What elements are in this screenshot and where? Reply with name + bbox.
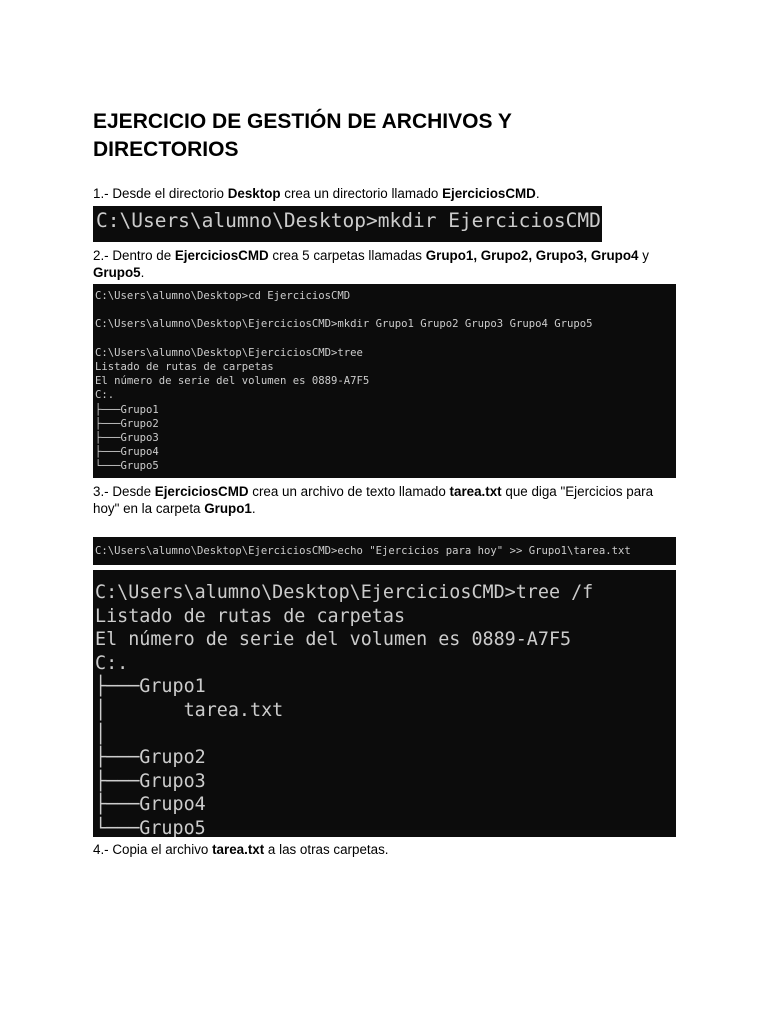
terminal-line: ├───Grupo2: [95, 417, 159, 430]
terminal-line: ├───Grupo1: [95, 676, 206, 698]
terminal-line: ├───Grupo3: [95, 431, 159, 444]
terminal-line: ├───Grupo2: [95, 747, 206, 769]
step-4-bold-file: tarea.txt: [212, 842, 265, 857]
step-4-instruction: [93, 841, 683, 858]
step-3-instruction: [93, 483, 683, 517]
step-3-bold-file: tarea.txt: [449, 484, 502, 499]
step-1-bold-folder: EjerciciosCMD: [442, 186, 536, 201]
step-3-text-d: .: [251, 501, 256, 516]
step-1-text-c: .: [535, 186, 540, 201]
step-1-instruction: [93, 185, 683, 202]
step-2-text-b: crea 5 carpetas llamadas: [268, 248, 426, 263]
step-2-bold-group5: Grupo5: [93, 265, 141, 280]
step-3-text-c: que diga "Ejercicios para hoy" en la carpeta: [93, 484, 654, 516]
terminal-line: └───Grupo5: [95, 460, 159, 473]
terminal-screenshot-tree: [93, 284, 676, 478]
step-1-text-a: 1.- Desde el directorio: [93, 186, 228, 201]
terminal-line: ├───Grupo4: [95, 446, 159, 459]
terminal-line: El número de serie del volumen es 0889-A7F5: [95, 629, 572, 651]
step-2-bold-groups: Grupo1, Grupo2, Grupo3, Grupo4: [425, 248, 639, 263]
terminal-line: C:\Users\alumno\Desktop\EjerciciosCMD>mkdir Grupo1 Grupo2 Grupo3 Grupo4 Grupo5: [95, 318, 593, 331]
terminal-line: El número de serie del volumen es 0889-A7F5: [95, 375, 370, 388]
terminal-screenshot-echo: [93, 537, 676, 565]
terminal-line: C:.: [95, 389, 115, 402]
terminal-line: ├───Grupo3: [95, 770, 206, 792]
terminal-line: Listado de rutas de carpetas: [95, 360, 274, 373]
step-3-text-b: crea un archivo de texto llamado: [248, 484, 450, 499]
step-3-bold-folder: EjerciciosCMD: [154, 484, 249, 499]
step-2-bold-folder: EjerciciosCMD: [174, 248, 269, 263]
terminal-line: C:.: [95, 652, 129, 674]
terminal-line: │ tarea.txt: [95, 699, 284, 721]
terminal-line: └───Grupo5: [95, 817, 206, 837]
step-3-text-a: 3.- Desde: [93, 484, 155, 499]
step-1-bold-desktop: Desktop: [227, 186, 281, 201]
step-2-instruction: [93, 247, 683, 281]
step-2-text-a: 2.- Dentro de: [93, 248, 175, 263]
terminal-line: C:\Users\alumno\Desktop\EjerciciosCMD>echo "Ejercicios para hoy" >> Grupo1\tarea.txt: [95, 545, 631, 557]
terminal-line: C:\Users\alumno\Desktop\EjerciciosCMD>tree: [95, 346, 363, 359]
step-4-text-b: a las otras carpetas.: [264, 842, 389, 857]
terminal-line: C:\Users\alumno\Desktop>cd EjerciciosCMD: [95, 290, 351, 302]
document-title: EJERCICIO DE GESTIÓN DE ARCHIVOS Y DIRECTORIOS: [93, 110, 512, 161]
terminal-line: │: [95, 723, 107, 745]
terminal-line: ├───Grupo4: [95, 794, 206, 816]
step-2-text-d: .: [140, 265, 145, 280]
terminal-line: ├───Grupo1: [95, 403, 159, 416]
terminal-line: [95, 332, 676, 346]
step-4-text-a: 4.- Copia el archivo: [93, 842, 213, 857]
step-3-bold-group1: Grupo1: [204, 501, 252, 516]
step-1-text-b: crea un directorio llamado: [280, 186, 443, 201]
terminal-line: Listado de rutas de carpetas: [95, 605, 406, 627]
terminal-line: [95, 303, 676, 317]
step-2-text-c: y: [638, 248, 649, 263]
terminal-line: C:\Users\alumno\Desktop\EjerciciosCMD>tree /f: [95, 582, 594, 603]
terminal-screenshot-mkdir: [93, 206, 602, 242]
terminal-line: C:\Users\alumno\Desktop>mkdir EjerciciosCMD: [96, 209, 601, 232]
terminal-screenshot-tree-f: [93, 570, 676, 837]
